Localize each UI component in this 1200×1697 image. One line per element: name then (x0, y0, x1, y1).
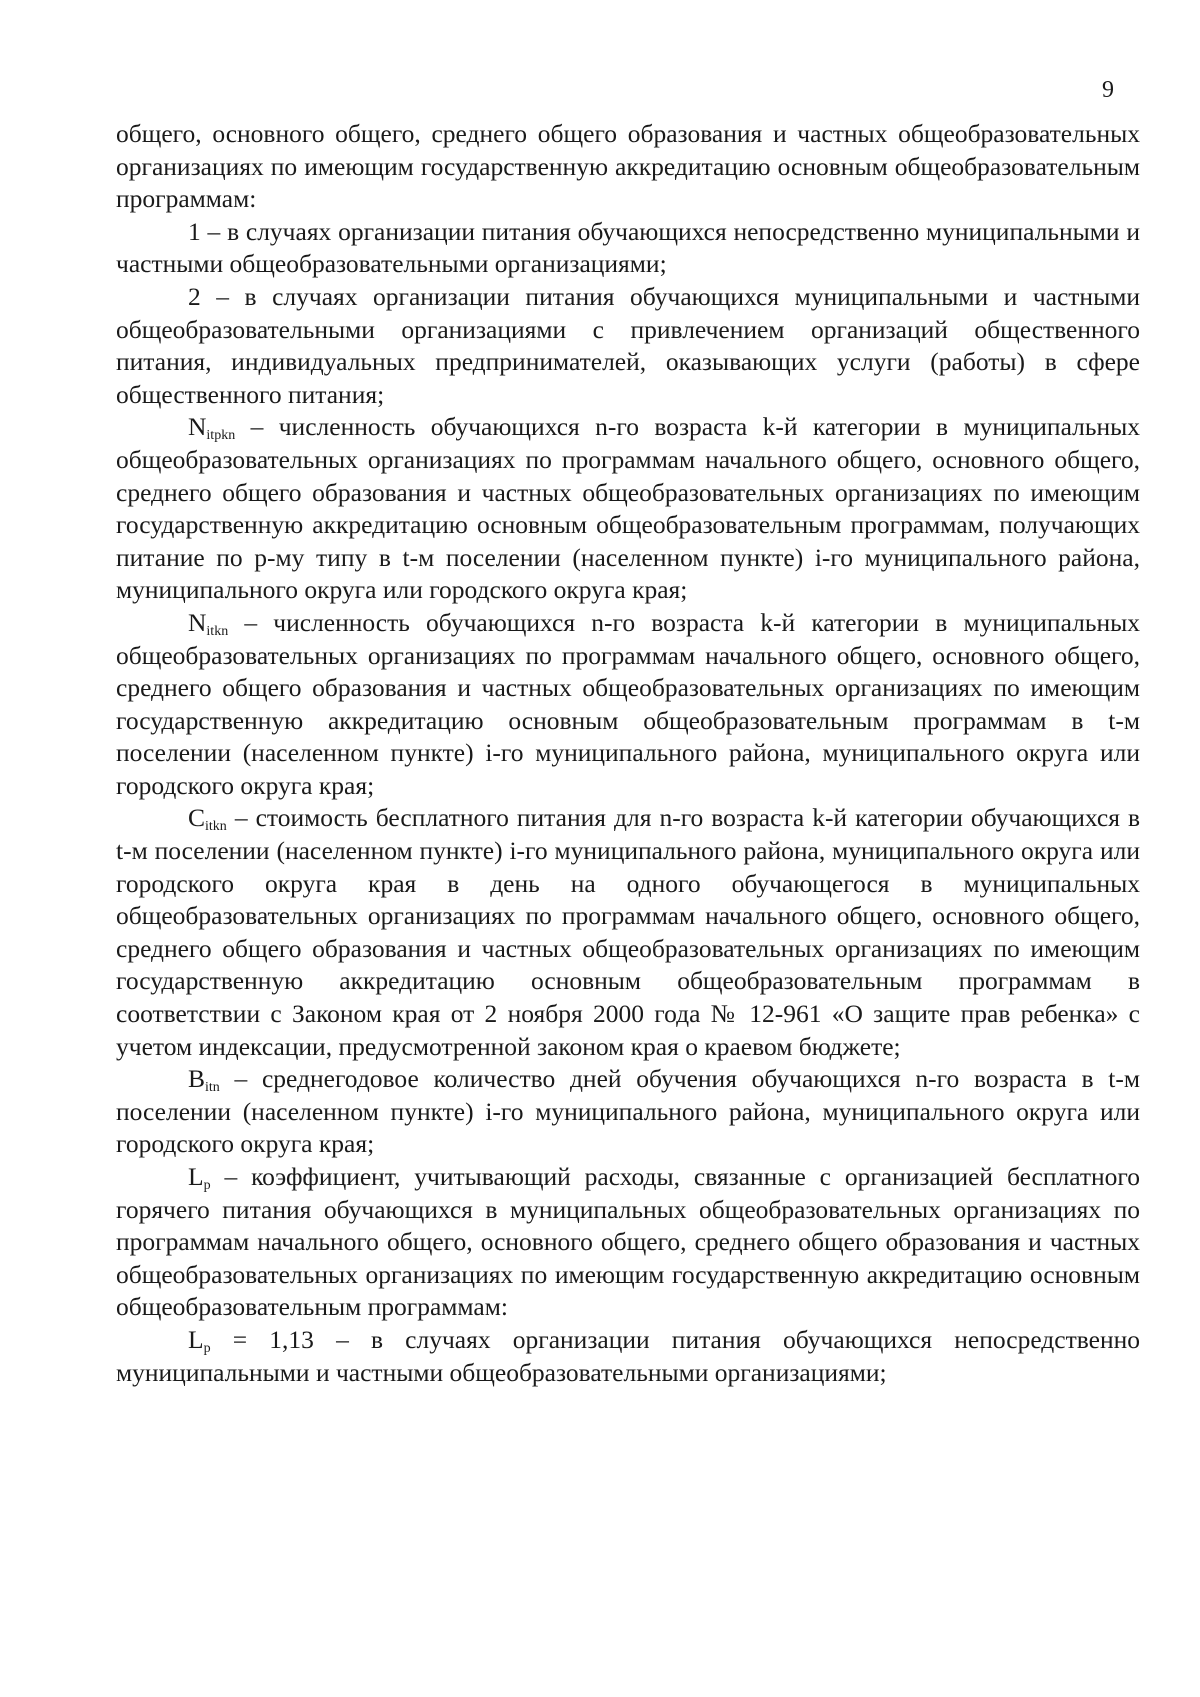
paragraph-l-p-value (116, 1324, 1140, 1389)
paragraph-text: 1 – в случаях организации питания обучающихся непосредственно муниципальными и частными общеобразовательными организациями; (116, 216, 1140, 279)
paragraph-type-1 (116, 216, 1140, 281)
formula-subscript: itkn (206, 623, 229, 639)
paragraph-type-2 (116, 281, 1140, 411)
paragraph-b-itn (116, 1063, 1140, 1161)
formula-subscript: p (203, 1178, 211, 1193)
paragraph-text: – коэффициент, учитывающий расходы, связанные с организацией бесплатного горячего питания обучающихся в муниципальных общеобразовательных организациях по программам начального общего, основного общего, среднего общего образования и частных общеобразовательных организациях по имеющим государственную аккредитацию основным общеобразовательным программам: (116, 1162, 1140, 1322)
formula-symbol: C (188, 803, 206, 833)
paragraph-n-itpkn (116, 411, 1140, 607)
paragraph-text: = 1,13 – в случаях организации питания обучающихся непосредственно муниципальными и частными общеобразовательными организациями; (116, 1324, 1140, 1387)
paragraph-l-p (116, 1161, 1140, 1324)
formula-subscript: p (203, 1340, 211, 1356)
formula-subscript: itpkn (206, 428, 236, 444)
paragraph-text: 2 – в случаях организации питания обучающихся муниципальными и частными общеобразовательными организациями с привлечением организаций общественного питания, индивидуальных предпринимателей, оказывающих услуги (работы) в сфере общественного питания; (116, 281, 1140, 409)
formula-subscript: itn (205, 1080, 220, 1096)
paragraph-text: – среднегодовое количество дней обучения обучающихся n-го возраста в t-м поселении (населенном пункте) i-го муниципального района, муниципального округа или городского округа края; (116, 1064, 1140, 1159)
formula-symbol: N (188, 412, 207, 442)
paragraph-c-itkn (116, 802, 1140, 1063)
paragraph-intro (116, 118, 1140, 216)
formula-symbol: B (188, 1064, 206, 1094)
formula-symbol: L (188, 1162, 204, 1191)
paragraph-text: – стоимость бесплатного питания для n-го возраста k-й категории обучающихся в t-м поселении (населенном пункте) i-го муниципального района, муниципального округа или городского округа края в день на одного обучающегося в муниципальных общеобразовательных организациях по программам начального общего, основного общего, среднего общего образования и частных общеобразовательных организациях по имеющим государственную аккредитацию основным общеобразовательным программам в соответствии с Законом края от 2 ноября 2000 года № 12-961 «О защите прав ребенка» с учетом индексации, предусмотренной законом края о краевом бюджете; (116, 803, 1140, 1061)
paragraph-text: – численность обучающихся n-го возраста k-й категории в муниципальных общеобразовательных организациях по программам начального общего, основного общего, среднего общего образования и частных общеобразовательных организациях по имеющим государственную аккредитацию основным общеобразовательным программам в t-м поселении (населенном пункте) i-го муниципального района, муниципального округа или городского округа края; (116, 607, 1140, 800)
page-number: 9 (1102, 77, 1114, 103)
formula-symbol: L (188, 1324, 204, 1354)
formula-symbol: N (188, 607, 207, 637)
paragraph-text: – численность обучающихся n-го возраста k-й категории в муниципальных общеобразовательных организациях по программам начального общего, основного общего, среднего общего образования и частных общеобразовательных организациях по имеющим государственную аккредитацию основным общеобразовательным программам, получающих питание по р-му типу в t-м поселении (населенном пункте) i-го муниципального района, муниципального округа или городского округа края; (116, 412, 1140, 605)
document-body (116, 118, 1140, 1389)
formula-subscript: itkn (205, 819, 227, 835)
paragraph-text: общего, основного общего, среднего общего образования и частных общеобразовательных организациях по имеющим государственную аккредитацию основным общеобразовательным программам: (116, 119, 1140, 214)
paragraph-n-itkn (116, 607, 1140, 803)
